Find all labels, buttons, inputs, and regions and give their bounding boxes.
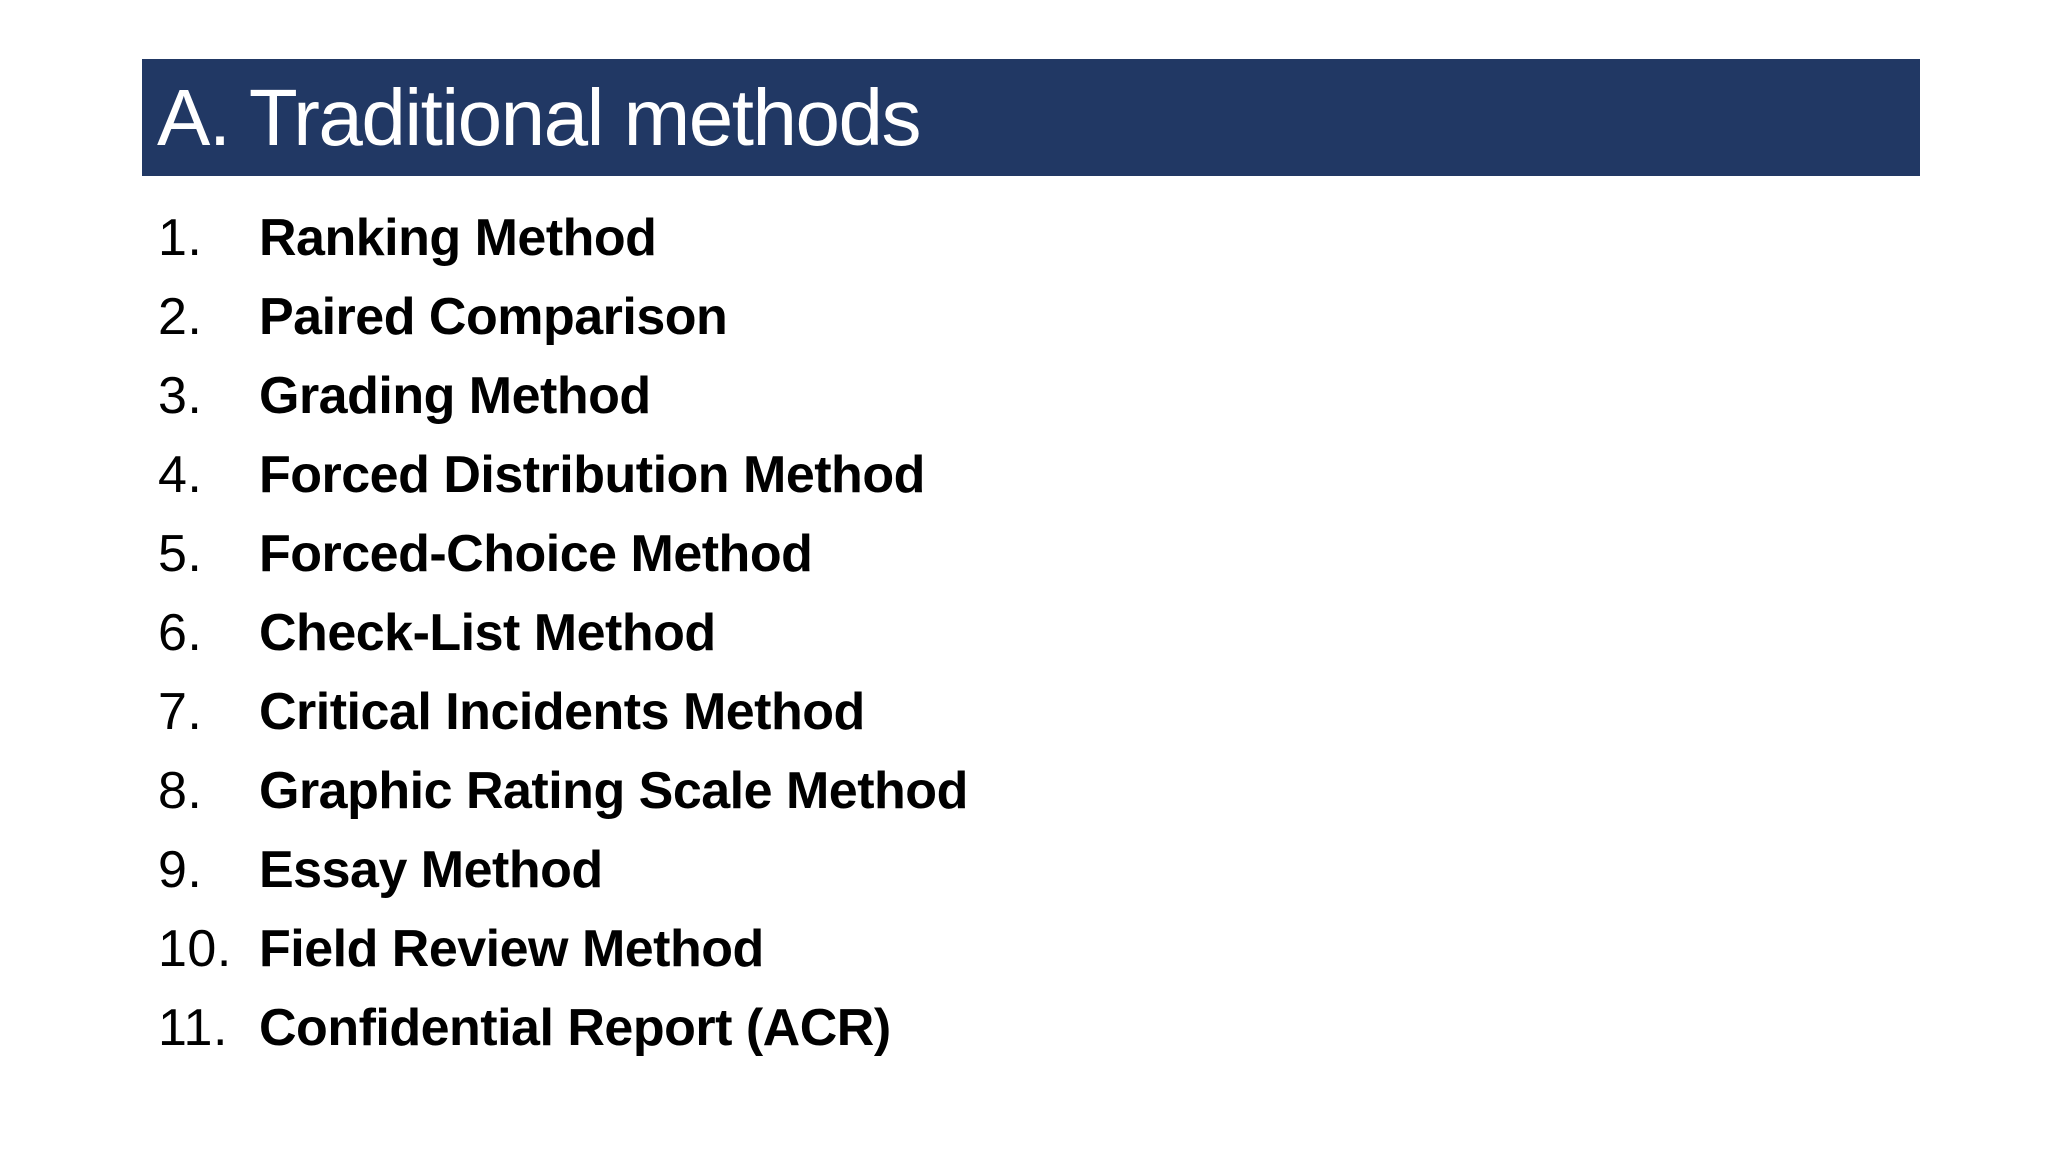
slide-title: A. Traditional methods xyxy=(157,72,920,162)
item-label: Confidential Report (ACR) xyxy=(259,998,891,1057)
list-item xyxy=(158,198,968,277)
item-label: Forced-Choice Method xyxy=(259,524,813,583)
list-item xyxy=(158,514,968,593)
item-label: Graphic Rating Scale Method xyxy=(259,761,968,820)
list-item xyxy=(158,909,968,988)
item-number: 4. xyxy=(158,445,203,504)
methods-list xyxy=(158,198,968,1067)
item-number: 10. xyxy=(158,919,232,978)
item-number: 9. xyxy=(158,840,203,899)
item-number: 5. xyxy=(158,524,203,583)
list-item xyxy=(158,356,968,435)
item-number: 7. xyxy=(158,682,203,741)
item-label: Check-List Method xyxy=(259,603,716,662)
item-label: Paired Comparison xyxy=(259,287,728,346)
list-item xyxy=(158,830,968,909)
item-number: 11. xyxy=(158,998,228,1057)
item-number: 6. xyxy=(158,603,203,662)
list-item xyxy=(158,672,968,751)
item-label: Ranking Method xyxy=(259,208,657,267)
item-number: 1. xyxy=(158,208,203,267)
item-label: Essay Method xyxy=(259,840,603,899)
list-item xyxy=(158,988,968,1067)
list-item xyxy=(158,751,968,830)
item-label: Field Review Method xyxy=(259,919,764,978)
item-number: 2. xyxy=(158,287,203,346)
item-label: Forced Distribution Method xyxy=(259,445,925,504)
list-item xyxy=(158,593,968,672)
item-number: 3. xyxy=(158,366,203,425)
list-item xyxy=(158,435,968,514)
item-label: Grading Method xyxy=(259,366,651,425)
list-item xyxy=(158,277,968,356)
item-number: 8. xyxy=(158,761,203,820)
item-label: Critical Incidents Method xyxy=(259,682,865,741)
title-bar xyxy=(142,59,1920,176)
